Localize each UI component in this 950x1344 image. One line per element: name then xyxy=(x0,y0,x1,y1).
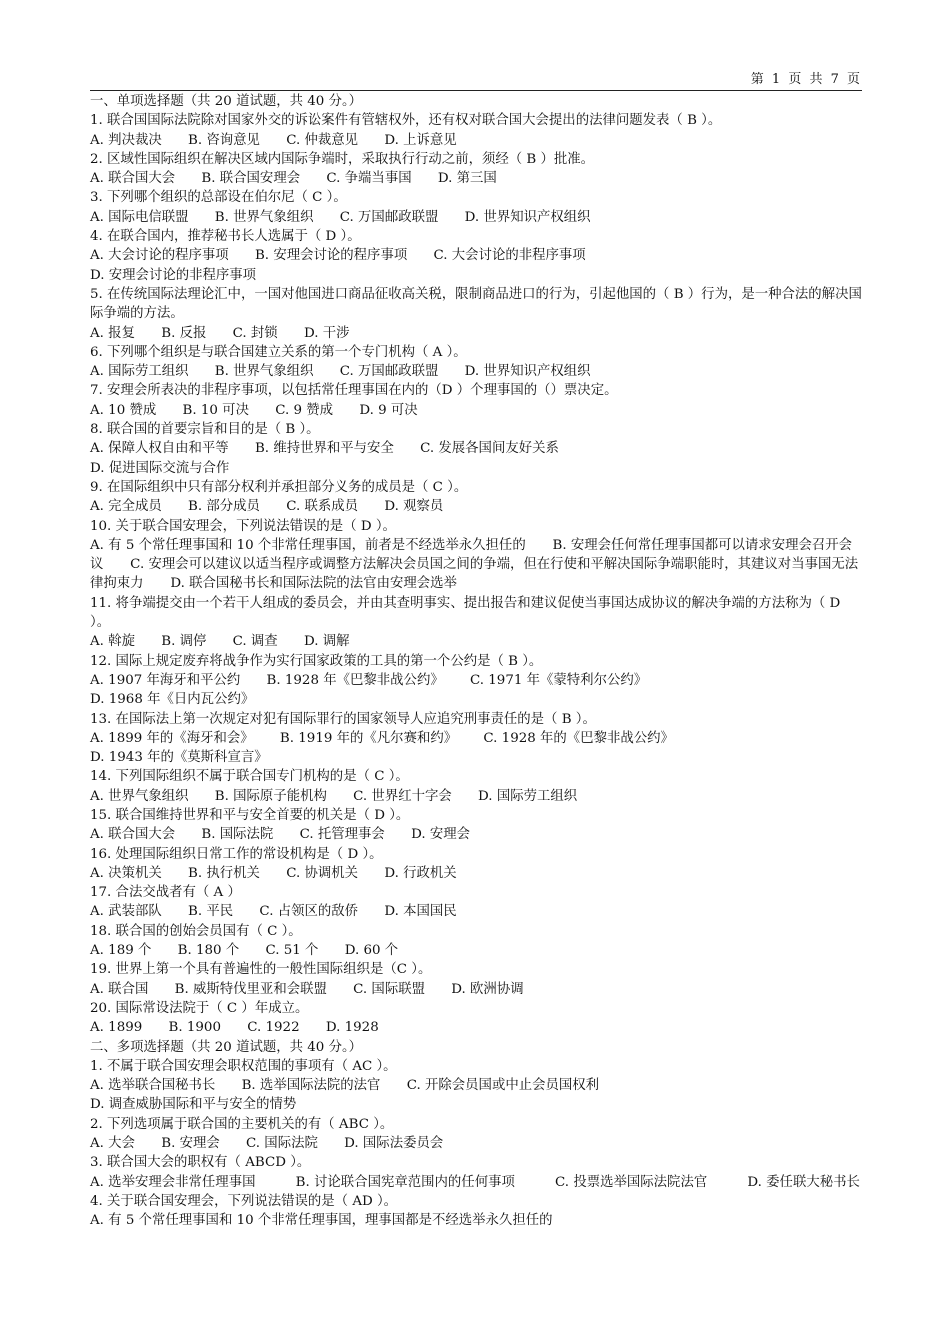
option-a: A. 联合国大会 xyxy=(90,827,176,843)
option-d: D. 安理会 xyxy=(411,827,471,843)
question-stem: 13. 在国际法上第一次规定对犯有国际罪行的国家领导人应追究刑事责任的是（ B ）。 xyxy=(90,711,596,727)
options-row xyxy=(90,1076,862,1095)
options-row xyxy=(90,748,862,767)
options-row xyxy=(90,632,862,651)
question-stem: 2. 下列选项属于联合国的主要机关的有（ ABC ）。 xyxy=(90,1116,394,1132)
question-stem: 17. 合法交战者有（ A ） xyxy=(90,885,241,901)
options-row xyxy=(90,131,862,150)
options-row xyxy=(90,729,862,748)
option-a: A. 报复 xyxy=(90,325,135,341)
question-stem: 15. 联合国维持世界和平与安全首要的机关是（ D ）。 xyxy=(90,807,410,823)
option-a: A. 1899 年的《海牙和会》 xyxy=(90,730,254,746)
option-b: B. 咨询意见 xyxy=(188,132,260,148)
option-a: A. 国际劳工组织 xyxy=(90,364,189,380)
option-d: D. 国际法委员会 xyxy=(344,1136,444,1152)
options-row xyxy=(90,362,862,381)
option-d: D. 行政机关 xyxy=(384,865,457,881)
options-row xyxy=(90,401,862,420)
option-b: B. 反报 xyxy=(161,325,207,341)
option-a: A. 大会 xyxy=(90,1136,135,1152)
option-a: A. 10 赞成 xyxy=(90,402,157,418)
question-stem: 3. 联合国大会的职权有（ ABCD ）。 xyxy=(90,1155,311,1171)
option-d: D. 调解 xyxy=(303,634,350,650)
option-a: A. 保障人权自由和平等 xyxy=(90,441,229,457)
question-stem: 18. 联合国的创始会员国有（ C ）。 xyxy=(90,923,302,939)
option-d: D. 欧洲协调 xyxy=(451,981,524,997)
question-stem: 10. 关于联合国安理会，下列说法错误的是（ D ）。 xyxy=(90,518,396,534)
option-d: D. 世界知识产权组织 xyxy=(464,209,591,225)
option-b: B. 威斯特伐里亚和会联盟 xyxy=(174,981,327,997)
option-c: C. 封锁 xyxy=(232,325,278,341)
option-a: A. 189 个 xyxy=(90,943,152,959)
options-row xyxy=(90,980,862,999)
options-paragraph: A. 选举安理会非常任理事国 B. 讨论联合国宪章范围内的任何事项 C. 投票选举国际法院法官 D. 委任联大秘书长 xyxy=(90,1174,860,1190)
option-a: A. 联合国 xyxy=(90,981,149,997)
options-row xyxy=(90,1211,862,1230)
question-stem: 7. 安理会所表决的非程序事项，以包括常任理事国在内的（D ）个理事国的（）票决定。 xyxy=(90,383,618,399)
option-b: B. 安理会 xyxy=(161,1136,220,1152)
option-b: B. 1928 年《巴黎非战公约》 xyxy=(266,672,444,688)
option-a: A. 1907 年海牙和平公约 xyxy=(90,672,241,688)
question-stem: 14. 下列国际组织不属于联合国专门机构的是（ C ）。 xyxy=(90,769,409,785)
options-row xyxy=(90,497,862,516)
option-a: A. 1899 xyxy=(90,1020,143,1036)
options-row xyxy=(90,787,862,806)
option-a: A. 判决裁决 xyxy=(90,132,162,148)
section-title-single-choice: 一、单项选择题（共 20 道试题，共 40 分。） xyxy=(90,94,363,109)
option-c: C. 国际联盟 xyxy=(353,981,425,997)
option-d: D. 1928 xyxy=(325,1020,379,1036)
option-d: D. 观察员 xyxy=(384,499,444,515)
option-c: C. 占领区的敌侨 xyxy=(259,904,359,920)
question-stem: 4. 在联合国内，推荐秘书长人选属于（ D ）。 xyxy=(90,229,361,245)
option-c: C. 仲裁意见 xyxy=(286,132,359,148)
option-d: D. 上诉意见 xyxy=(384,132,457,148)
option-a: A. 决策机关 xyxy=(90,865,162,881)
option-d: D. 促进国际交流与合作 xyxy=(90,460,230,476)
page-number: 第 1 页 共 7 页 xyxy=(750,72,862,87)
option-c: C. 开除会员国或中止会员国权利 xyxy=(406,1078,600,1094)
options-row xyxy=(90,439,862,458)
option-c: C. 国际法院 xyxy=(246,1136,318,1152)
options-row xyxy=(90,825,862,844)
option-c: C. 大会讨论的非程序事项 xyxy=(433,248,586,264)
option-c: C. 托管理事会 xyxy=(299,827,385,843)
question-stem: 9. 在国际组织中只有部分权利并承担部分义务的成员是（ C ）。 xyxy=(90,479,468,495)
option-c: C. 1928 年的《巴黎非战公约》 xyxy=(483,730,674,746)
option-b: B. 国际法院 xyxy=(201,827,274,843)
option-d: D. 干涉 xyxy=(303,325,350,341)
question-stem: 6. 下列哪个组织是与联合国建立关系的第一个专门机构（ A ）。 xyxy=(90,344,467,360)
question-stem: 1. 不属于联合国安理会职权范围的事项有（ AC ）。 xyxy=(90,1058,397,1074)
question-stem: 3. 下列哪个组织的总部设在伯尔尼（ C ）。 xyxy=(90,190,347,206)
options-row xyxy=(90,1134,862,1153)
options-row xyxy=(90,266,862,285)
option-d: D. 第三国 xyxy=(437,171,497,187)
option-b: B. 世界气象组织 xyxy=(214,364,314,380)
question-stem: 4. 关于联合国安理会，下列说法错误的是（ AD ）。 xyxy=(90,1193,398,1209)
question-stem: 5. 在传统国际法理论汇中，一国对他国进口商品征收高关税，限制商品进口的行为，引起他国的（ B ）行为，是一种合法的解决国际争端的方法。 xyxy=(90,286,862,322)
option-d: D. 世界知识产权组织 xyxy=(464,364,591,380)
option-b: B. 联合国安理会 xyxy=(201,171,301,187)
exam-content xyxy=(90,92,862,1231)
option-a: A. 有 5 个常任理事国和 10 个非常任理事国，理事国都是不经选举永久担任的 xyxy=(90,1213,553,1229)
option-b: B. 国际原子能机构 xyxy=(214,788,327,804)
option-d: D. 调查威胁国际和平与安全的情势 xyxy=(90,1097,297,1113)
option-a: A. 联合国大会 xyxy=(90,171,176,187)
option-b: B. 1919 年的《凡尔赛和约》 xyxy=(279,730,458,746)
options-row xyxy=(90,1018,862,1037)
option-a: A. 选举联合国秘书长 xyxy=(90,1078,216,1094)
options-row xyxy=(90,459,862,478)
option-d: D. 60 个 xyxy=(344,943,399,959)
page-header xyxy=(90,70,862,91)
option-a: A. 大会讨论的程序事项 xyxy=(90,248,229,264)
option-c: C. 发展各国间友好关系 xyxy=(420,441,559,457)
option-d: D. 9 可决 xyxy=(359,402,418,418)
question-stem: 19. 世界上第一个具有普遍性的一般性国际组织是（C ）。 xyxy=(90,962,432,978)
option-a: A. 国际电信联盟 xyxy=(90,209,189,225)
option-b: B. 安理会讨论的程序事项 xyxy=(254,248,408,264)
options-row xyxy=(90,902,862,921)
options-row xyxy=(90,671,862,690)
options-row xyxy=(90,324,862,343)
option-c: C. 联系成员 xyxy=(286,499,359,515)
option-b: B. 平民 xyxy=(188,904,234,920)
question-stem: 11. 将争端提交由一个若干人组成的委员会，并由其查明事实、提出报告和建议促使当事国达成协议的解决争端的方法称为（ D ）。 xyxy=(90,595,841,631)
option-c: C. 万国邮政联盟 xyxy=(339,364,439,380)
option-d: D. 安理会讨论的非程序事项 xyxy=(90,267,257,283)
option-a: A. 武装部队 xyxy=(90,904,162,920)
question-stem: 16. 处理国际组织日常工作的常设机构是（ D ）。 xyxy=(90,846,383,862)
option-b: B. 调停 xyxy=(161,634,207,650)
option-c: C. 万国邮政联盟 xyxy=(339,209,439,225)
option-c: C. 1971 年《蒙特利尔公约》 xyxy=(470,672,648,688)
question-stem: 8. 联合国的首要宗旨和目的是（ B ）。 xyxy=(90,422,320,438)
option-c: C. 9 赞成 xyxy=(275,402,334,418)
options-row xyxy=(90,941,862,960)
options-paragraph: A. 有 5 个常任理事国和 10 个非常任理事国，前者是不经选举永久担任的 B. 安理会任何常任理事国都可以请求安理会召开会议 C. 安理会可以建议以适当程序或调整方法解决会员国之间的争端，但在行使和平解决国际争端职能时，其建议对当事国无法律拘束力 D. 联合国秘书长和国际法院的法官由安理会选举 xyxy=(90,537,859,592)
section-title-multiple-choice: 二、多项选择题（共 20 道试题，共 40 分。） xyxy=(90,1039,363,1055)
options-row xyxy=(90,690,862,709)
question-stem: 12. 国际上规定废弃将战争作为实行国家政策的工具的第一个公约是（ B ）。 xyxy=(90,653,543,669)
option-b: B. 执行机关 xyxy=(188,865,260,881)
options-row xyxy=(90,169,862,188)
options-row xyxy=(90,864,862,883)
option-b: B. 维持世界和平与安全 xyxy=(254,441,394,457)
options-row xyxy=(90,208,862,227)
option-b: B. 10 可决 xyxy=(182,402,249,418)
option-d: D. 本国国民 xyxy=(384,904,457,920)
option-c: C. 协调机关 xyxy=(286,865,359,881)
option-a: A. 完全成员 xyxy=(90,499,162,515)
option-d: D. 国际劳工组织 xyxy=(478,788,578,804)
question-stem: 1. 联合国国际法院除对国家外交的诉讼案件有管辖权外，还有权对联合国大会提出的法律问题发表（ B ）。 xyxy=(90,113,722,129)
question-stem: 2. 区域性国际组织在解决区域内国际争端时，采取执行行动之前，须经（ B ）批准。 xyxy=(90,151,595,167)
option-b: B. 180 个 xyxy=(177,943,240,959)
option-c: C. 调查 xyxy=(232,634,278,650)
options-row xyxy=(90,246,862,265)
option-b: B. 1900 xyxy=(168,1020,221,1036)
option-b: B. 部分成员 xyxy=(188,499,260,515)
option-c: C. 争端当事国 xyxy=(326,171,412,187)
option-d: D. 1968 年《日内瓦公约》 xyxy=(90,692,255,708)
option-a: A. 斡旋 xyxy=(90,634,135,650)
option-c: C. 51 个 xyxy=(265,943,319,959)
option-b: B. 世界气象组织 xyxy=(214,209,314,225)
question-stem: 20. 国际常设法院于（ C ）年成立。 xyxy=(90,1000,309,1016)
option-c: C. 世界红十字会 xyxy=(353,788,452,804)
option-a: A. 世界气象组织 xyxy=(90,788,189,804)
option-b: B. 选举国际法院的法官 xyxy=(241,1078,381,1094)
options-row xyxy=(90,1095,862,1114)
option-c: C. 1922 xyxy=(247,1020,300,1036)
option-d: D. 1943 年的《莫斯科宣言》 xyxy=(90,750,268,766)
